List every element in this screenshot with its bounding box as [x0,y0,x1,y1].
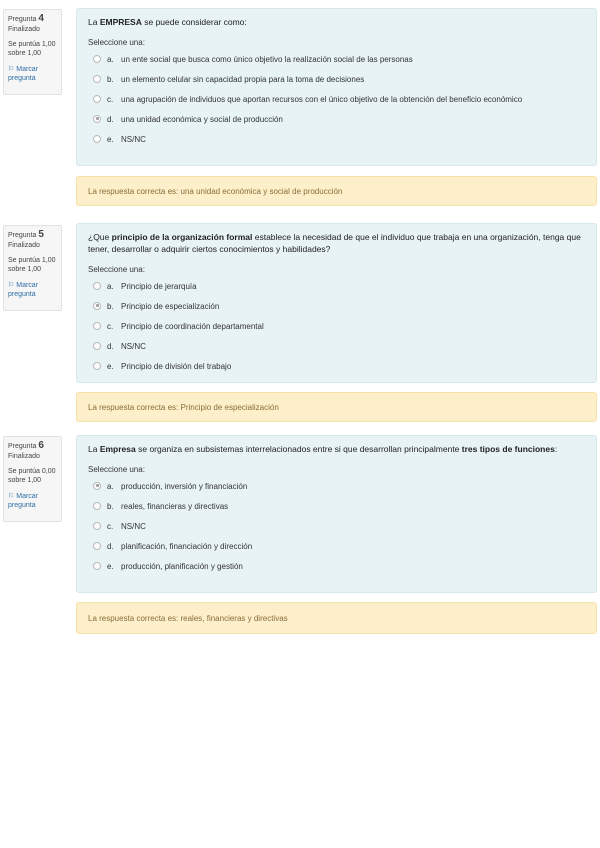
answer-option[interactable]: e. producción, planificación y gestión [88,557,585,577]
question-content [76,435,597,593]
answer-option[interactable]: e. NS/NC [88,130,585,150]
correct-answer-feedback: La respuesta correcta es: una unidad económica y social de producción [76,176,597,206]
question-grade: Se puntúa 0,00 sobre 1,00 [8,468,56,484]
answer-option[interactable]: c. NS/NC [88,517,585,537]
radio-button-selected[interactable] [93,115,101,123]
question-state: Finalizado [8,453,40,460]
flag-icon: ⚐ [8,66,17,73]
answer-prompt: Seleccione una: [88,38,145,47]
radio-button-selected[interactable] [93,482,101,490]
radio-button[interactable] [93,55,101,63]
question-content [76,8,597,166]
radio-button[interactable] [93,282,101,290]
question-text: ¿Que principio de la organización formal establece la necesidad de que el individuo que trabaja en una organización, tenga que tener, desarrollar o adquirir ciertos conocimientos y habilidades? [88,232,581,254]
radio-button[interactable] [93,75,101,83]
flag-question-link[interactable]: ⚐ Marcar pregunta [8,493,39,509]
answer-prompt: Seleccione una: [88,465,145,474]
radio-button[interactable] [93,322,101,330]
answer-option[interactable]: a. producción, inversión y financiación [88,477,585,497]
question-state: Finalizado [8,26,40,33]
question-number: Pregunta 6 [8,440,44,451]
question-state: Finalizado [8,242,40,249]
flag-question-link[interactable]: ⚐ Marcar pregunta [8,66,39,82]
question-number: Pregunta 5 [8,229,44,240]
radio-button[interactable] [93,502,101,510]
question-content [76,223,597,383]
answer-prompt: Seleccione una: [88,265,145,274]
radio-button[interactable] [93,362,101,370]
question-grade: Se puntúa 1,00 sobre 1,00 [8,41,56,57]
answer-option[interactable]: d. una unidad económica y social de producción [88,110,585,130]
radio-button-selected[interactable] [93,302,101,310]
question-info [3,436,62,522]
answer-option[interactable]: c. una agrupación de individuos que aportan recursos con el único objetivo de la obtención del beneficio económico [88,90,585,110]
answer-option[interactable]: b. Principio de especialización [88,297,585,317]
answer-option[interactable]: b. un elemento celular sin capacidad propia para la toma de decisiones [88,70,585,90]
answer-option[interactable]: c. Principio de coordinación departamental [88,317,585,337]
question-text: La Empresa se organiza en subsistemas interrelacionados entre si que desarrollan principalmente tres tipos de funciones: [88,444,558,454]
answer-option[interactable]: b. reales, financieras y directivas [88,497,585,517]
correct-answer-feedback: La respuesta correcta es: Principio de especialización [76,392,597,422]
answer-option[interactable]: a. Principio de jerarquía [88,277,585,297]
radio-button[interactable] [93,135,101,143]
correct-answer-feedback: La respuesta correcta es: reales, financieras y directivas [76,602,597,634]
question-grade: Se puntúa 1,00 sobre 1,00 [8,257,56,273]
question-text: La EMPRESA se puede considerar como: [88,17,247,27]
radio-button[interactable] [93,542,101,550]
radio-button[interactable] [93,342,101,350]
answer-option[interactable]: d. planificación, financiación y dirección [88,537,585,557]
question-info [3,225,62,311]
answer-option[interactable]: e. Principio de división del trabajo [88,357,585,377]
answer-option[interactable]: d. NS/NC [88,337,585,357]
radio-button[interactable] [93,95,101,103]
flag-question-link[interactable]: ⚐ Marcar pregunta [8,282,39,298]
question-info [3,9,62,95]
radio-button[interactable] [93,562,101,570]
answer-option[interactable]: a. un ente social que busca como único objetivo la realización social de las personas [88,50,585,70]
question-number: Pregunta 4 [8,13,44,24]
flag-icon: ⚐ [8,493,17,500]
flag-icon: ⚐ [8,282,17,289]
radio-button[interactable] [93,522,101,530]
